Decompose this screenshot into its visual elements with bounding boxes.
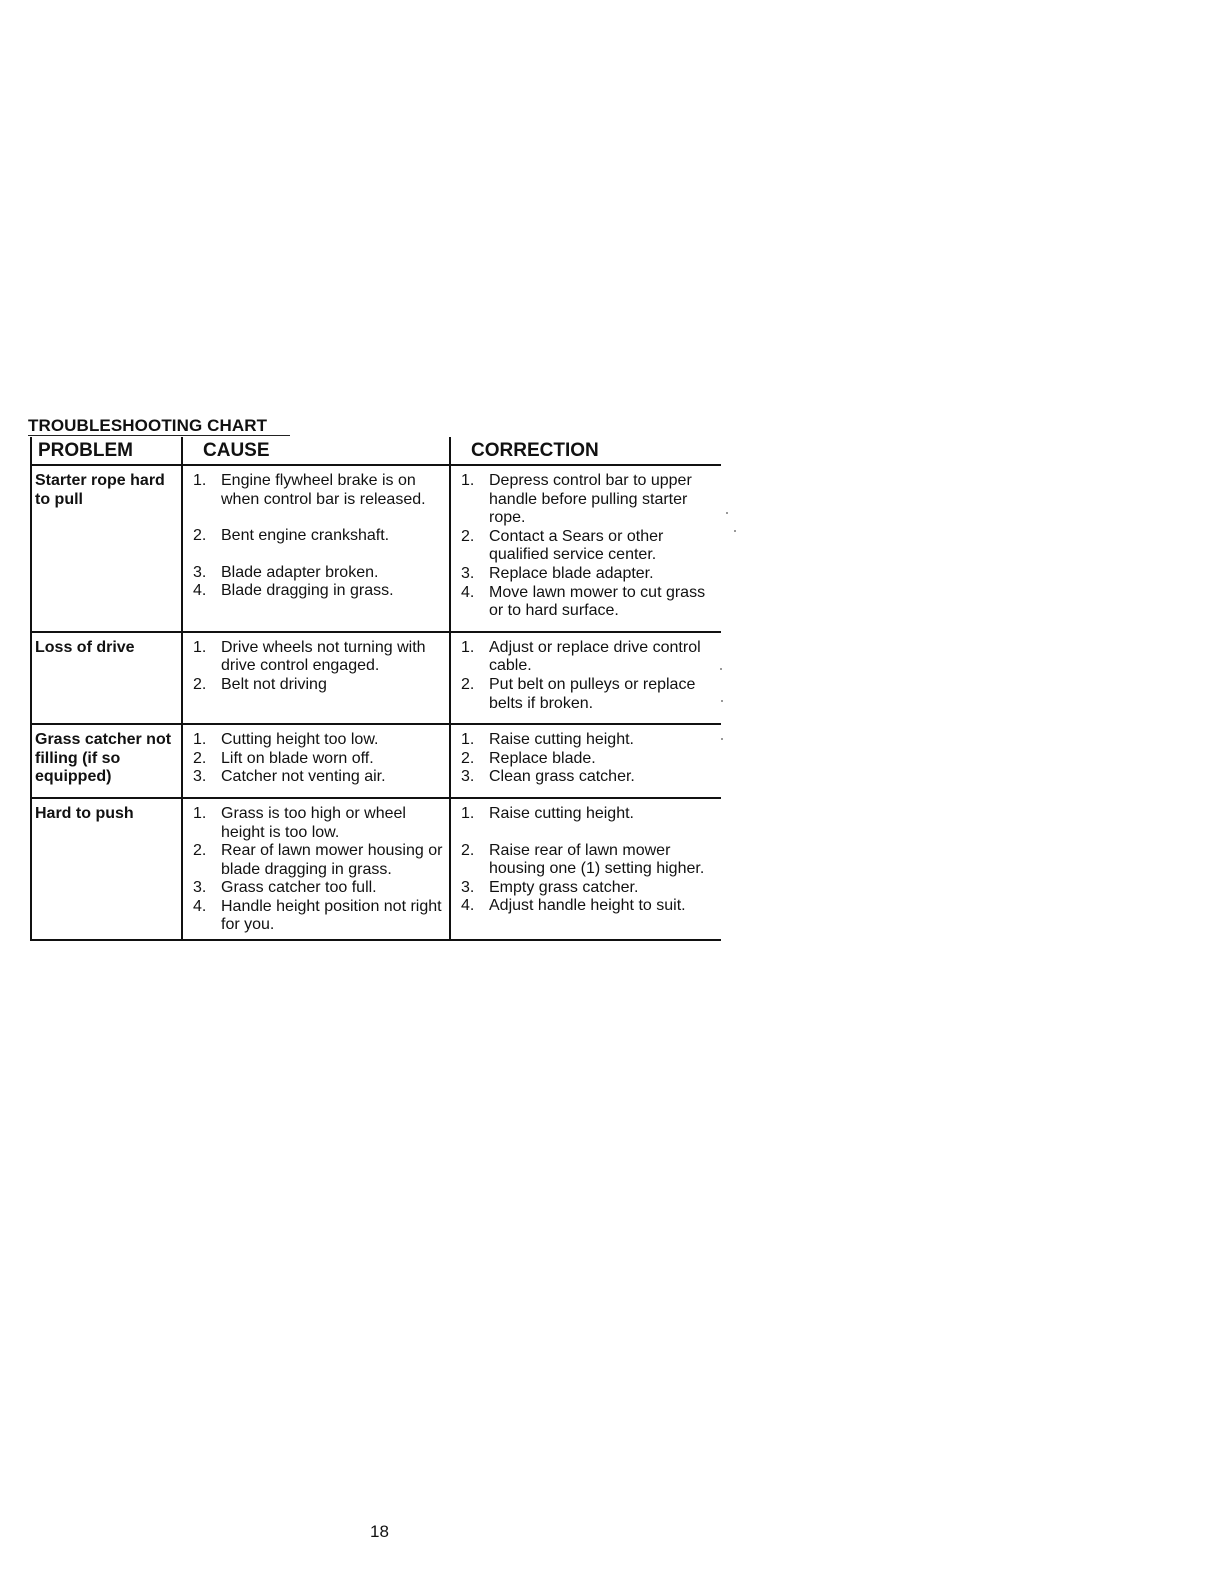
- list-item: [193, 582, 445, 601]
- item-text: Grass is too high or wheel height is too low.: [221, 804, 406, 841]
- scan-speck: [734, 530, 736, 532]
- item-number: 2.: [193, 675, 207, 693]
- item-text: Lift on blade worn off.: [221, 749, 374, 767]
- item-number: 1.: [193, 472, 207, 489]
- header-correction: CORRECTION: [450, 437, 721, 465]
- scan-speck: [726, 512, 728, 514]
- correction-cell: [450, 724, 721, 798]
- correction-cell: [450, 465, 721, 632]
- table-header-row: [31, 437, 721, 465]
- item-text: Blade dragging in grass.: [221, 582, 394, 600]
- cause-cell: [182, 724, 450, 798]
- list-item: [461, 805, 717, 824]
- item-text: Handle height position not right for you.: [221, 897, 442, 934]
- item-text: Contact a Sears or other qualified service center.: [489, 527, 664, 564]
- item-text: Replace blade adapter.: [489, 564, 654, 582]
- list-item: [193, 750, 445, 769]
- item-text: Adjust handle height to suit.: [489, 897, 686, 915]
- scan-speck: [721, 738, 723, 740]
- item-number: 1.: [461, 638, 475, 656]
- item-text: Blade adapter broken.: [221, 563, 379, 581]
- list-item: [193, 472, 445, 509]
- item-number: 4.: [193, 582, 207, 600]
- item-number: 1.: [193, 638, 207, 656]
- cause-cell: [182, 798, 450, 940]
- list-item: [193, 768, 445, 787]
- item-number: 1.: [193, 804, 207, 822]
- list-item: [461, 584, 717, 621]
- cause-cell: [182, 465, 450, 632]
- list-item: [193, 676, 445, 695]
- item-text: Cutting height too low.: [221, 731, 379, 749]
- item-text: Raise cutting height.: [489, 804, 634, 822]
- scan-speck: [721, 700, 723, 702]
- item-number: 1.: [193, 731, 207, 749]
- list-item: [461, 639, 717, 676]
- item-number: 3.: [461, 878, 475, 896]
- list-item: [461, 565, 717, 584]
- troubleshooting-table: [30, 437, 721, 941]
- list-item: [193, 879, 445, 898]
- item-text: Empty grass catcher.: [489, 878, 639, 896]
- list-item: [193, 639, 445, 676]
- chart-title: TROUBLESHOOTING CHART: [28, 416, 268, 435]
- list-item: [461, 528, 717, 565]
- item-text: Grass catcher too full.: [221, 879, 377, 897]
- list-item: [193, 842, 445, 879]
- problem-cell: Grass catcher not filling (if so equipped): [31, 724, 182, 798]
- item-number: 2.: [193, 842, 207, 860]
- item-text: Clean grass catcher.: [489, 768, 635, 786]
- table-row: [31, 465, 721, 632]
- table-row: [31, 632, 721, 724]
- problem-cell: Hard to push: [31, 798, 182, 940]
- item-number: 1.: [461, 804, 475, 822]
- title-underline: [28, 435, 290, 436]
- item-number: 4.: [461, 583, 475, 601]
- item-text: Raise rear of lawn mower housing one (1) setting higher.: [489, 841, 705, 878]
- list-item: [461, 750, 717, 769]
- item-number: 3.: [193, 879, 207, 897]
- item-number: 2.: [461, 675, 475, 693]
- header-problem: PROBLEM: [31, 437, 182, 465]
- list-item: [461, 768, 717, 787]
- problem-cell: Loss of drive: [31, 632, 182, 724]
- item-text: Belt not driving: [221, 675, 327, 693]
- item-number: 2.: [193, 527, 207, 545]
- table-row: [31, 724, 721, 798]
- cause-cell: [182, 632, 450, 724]
- scan-speck: [720, 668, 722, 670]
- item-number: 2.: [461, 749, 475, 767]
- item-text: Bent engine crankshaft.: [221, 527, 390, 545]
- list-item: [193, 527, 445, 546]
- item-number: 3.: [461, 564, 475, 582]
- item-number: 2.: [461, 841, 475, 859]
- item-number: 4.: [461, 897, 475, 915]
- item-number: 3.: [461, 768, 475, 786]
- item-text: Rear of lawn mower housing or blade dragging in grass.: [221, 842, 443, 878]
- list-item: [461, 472, 717, 528]
- item-number: 2.: [193, 749, 207, 767]
- item-number: 2.: [461, 527, 475, 545]
- item-text: Catcher not venting air.: [221, 768, 386, 786]
- item-number: 1.: [461, 731, 475, 749]
- item-text: Put belt on pulleys or replace belts if broken.: [489, 675, 696, 712]
- list-item: [461, 842, 717, 879]
- header-cause: CAUSE: [182, 437, 450, 465]
- item-text: Drive wheels not turning with drive control engaged.: [221, 638, 426, 675]
- item-number: 3.: [193, 768, 207, 786]
- item-text: Replace blade.: [489, 749, 596, 767]
- list-item: [461, 897, 717, 916]
- list-item: [193, 898, 445, 935]
- item-text: Depress control bar to upper handle before pulling starter rope.: [489, 472, 692, 527]
- list-item: [461, 731, 717, 750]
- correction-cell: [450, 798, 721, 940]
- list-item: [193, 731, 445, 750]
- item-text: Raise cutting height.: [489, 731, 634, 749]
- item-text: Engine flywheel brake is on when control bar is released.: [221, 472, 426, 508]
- page-number: 18: [370, 1522, 389, 1541]
- correction-cell: [450, 632, 721, 724]
- item-text: Move lawn mower to cut grass or to hard surface.: [489, 583, 706, 620]
- list-item: [193, 564, 445, 583]
- table-row: [31, 798, 721, 940]
- item-text: Adjust or replace drive control cable.: [489, 638, 701, 675]
- list-item: [193, 805, 445, 842]
- list-item: [461, 879, 717, 898]
- list-item: [461, 676, 717, 713]
- problem-cell: Starter rope hard to pull: [31, 465, 182, 632]
- item-number: 1.: [461, 472, 475, 489]
- item-number: 3.: [193, 563, 207, 581]
- item-number: 4.: [193, 897, 207, 915]
